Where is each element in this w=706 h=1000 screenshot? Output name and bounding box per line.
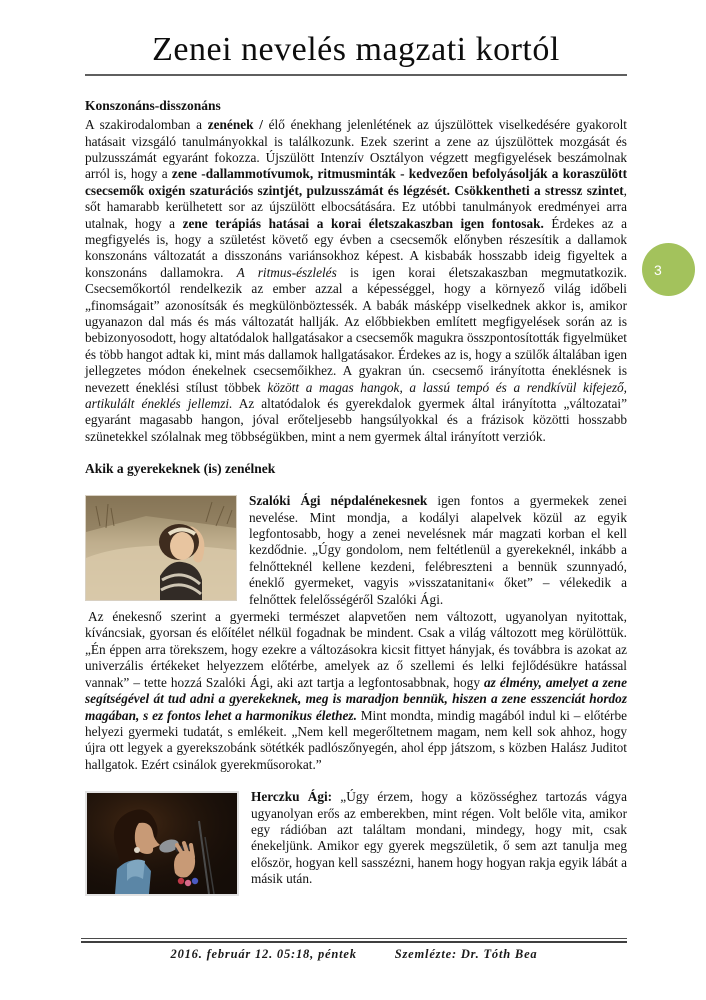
szaloki-agi-photo (85, 495, 237, 601)
paragraph-herczku: Herczku Ági: „Úgy érzem, hogy a közösséghez tartozás vágya ugyanolyan erős az emberekben, mint régen. Volt belőle vita, amikor egy rádióban azt találtam mondani, mindegy, hogy mit, csak énekeljünk. Amikor egy gyerek megszületik, ő sem azt tanulja meg először, hogyan kell sasszézni, hanem hogy hogyan rakja egyik lábát a másik után. (251, 789, 627, 887)
title-rule (85, 74, 627, 76)
paragraph-szaloki-2: Az énekesnő szerint a gyermeki természet alapvetően nem változott, ugyanolyan nyitottak, kíváncsiak, gyorsan és előítélet nélkül fogadnak be mindent. Csak a világ változott meg körülöttük. „Én éppen arra törekszem, hogy ezekre a változásokra kicsit fittyet hányjak, és továbbra is azokat az univerzális értékeket helyezzem előtérbe, amelyek az ő szellemi és lelki fejlődésükre hatással vannak” – tette hozzá Szalóki Ági, aki azt tartja a legfontosabbnak, hogy az élmény, amelyet a zene segítségével át tud adni a gyerekeknek, meg is maradjon bennük, hiszen a zene esszenciát hordoz magában, s ez fontos lehet a harmonikus élethez. Mint mondta, mindig magából indul ki – előtérbe helyezi gyermeki tudatát, s emlékeit. „Nem kell megerőltetnem magam, nem kell sok ahhoz, hogy újra ott legyek a gyerekszobánk sötétkék padlószőnyegén, ahol épp játszom, s közben Halász Juditot hallgatok. Ezért csinálok gyerekműsorokat.” (85, 609, 627, 772)
page-number-badge (642, 243, 695, 296)
section-heading-zenelnek: Akik a gyerekeknek (is) zenélnek (85, 461, 276, 477)
page-footer (81, 938, 627, 962)
section-heading-konszonans: Konszonáns-disszonáns (85, 98, 221, 114)
paragraph-szaloki-1: Szalóki Ági népdalénekesnek igen fontos a gyermekek zenei nevelése. Mint mondja, a kodályi alapelvek közül az egyik legfontosabb, hogy a zenei nevelésnek már magzati korban el kell kezdődnie. „Úgy gondolom, nem feltétlenül a gyerekeknél, inkább a felnőtteknél kellene kezdeni, felébreszteni a bennük szunnyadó, éneklő gyermeket, vagyis »visszatanitani« őket” – vélekedik a felnőttek felelősségéről Szalóki Ági. (249, 493, 627, 607)
page-number: 3 (654, 261, 662, 278)
herczku-agi-photo-art (87, 793, 237, 894)
text-column (85, 0, 627, 899)
paragraph-konszonans: A szakirodalomban a zenének / élő énekhang jelenlétének az újszülöttek viselkedésére gyakorolt hatásait vizsgáló tanulmányokkal is találkozunk. Ezek szerint a zene az újszülöttek mozgását és pulzusszámát egyaránt fokozza. Újszülött Intenzív Osztályon végzett megfigyelések beszámolnak arról is, hogy a zene -dallammotívumok, ritmusminták - kedvezően befolyásolják a koraszülött csecsemők oxigén szaturációs szintjét, pulzusszámát és légzését. Csökkentheti a stressz szintet, sőt hamarabb kerülhetett sor az újszülött elbocsátására. Ez utóbbi tanulmányok eredményei arra utalnak, hogy a zene terápiás hatásai a korai életszakaszban igen fontosak. Érdekes az a megfigyelés is, hogy a születést követő egy évben a csecsemők előnyben részesítik a dallamok konszonáns változatát a disszonáns variánsokhoz képest. A kisbabák hosszabb ideig figyeltek a konszonáns dallamokra. A ritmus-észlelés is igen korai életszakaszban megmutatkozik. Csecsemőkortól rendelkezik az ember azzal a képességgel, hogy a környező világ időbeli „finomságait” azonosítsák és megkülönböztessék. A babák másképp viselkednek akkor is, amikor ugyanazon dal más és más változatát hallják. Az előbbiekben említett megfigyelések során az is bebizonyosodott, hogy altatódalok hallgatásakor a csecsemők magukra összpontosították figyelmüket és több hangot adtak ki, mint más dallamok hallgatásakor. Érdekes az is, hogy a szülők általában igen jellegzetes módon énekelnek csecsemőikhez. A gyakran ún. csecsemő irányította éneklésnek is nevezett éneklési stílust többek között a magas hangok, a lassú tempó és a rendkívül kifejező, artikulált éneklés jellemzi. Az altatódalok és gyerekdalok gyermek által irányította „változatai” egyaránt magasabb hangon, jóval erőteljesebb hangsúlyokkal és a frázisok közötti hosszabb szünetekkel szólalnak meg többségükben, mint a nem gyermek által irányított verziók. (85, 117, 628, 444)
herczku-section (85, 789, 627, 887)
szaloki-agi-photo-art (86, 496, 236, 600)
footer-rule (81, 938, 627, 943)
szaloki-section (85, 493, 627, 773)
page-title: Zenei nevelés magzati kortól (152, 31, 560, 68)
footer-reviewer: Szemlézte: Dr. Tóth Bea (394, 947, 538, 961)
footer-text-row (81, 947, 627, 962)
herczku-agi-photo (85, 791, 239, 896)
footer-date: 2016. február 12. 05:18, péntek (170, 947, 357, 961)
